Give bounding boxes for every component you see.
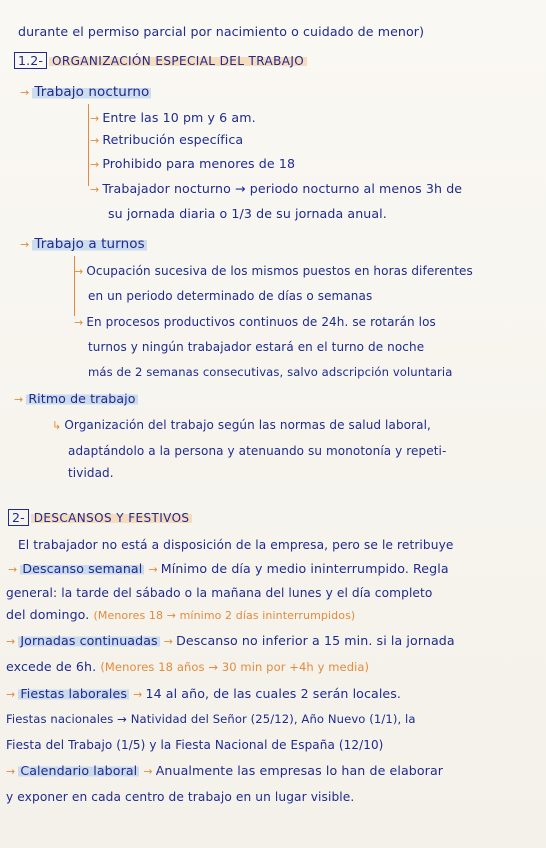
arrow-icon: → bbox=[90, 183, 100, 196]
point-retribucion: → Retribución específica bbox=[90, 132, 244, 147]
point-organizacion-trabajo: ↳ Organización del trabajo según las normas de salud laboral, bbox=[52, 418, 431, 432]
arrow-icon: → bbox=[20, 238, 30, 251]
arrow-icon: → bbox=[6, 635, 16, 648]
arrow-icon: → bbox=[20, 86, 30, 99]
point-horario-nocturno: → Entre las 10 pm y 6 am. bbox=[90, 110, 256, 125]
bracket-line bbox=[88, 104, 89, 186]
arrow-icon: → bbox=[74, 265, 84, 278]
heading-section-1-2 bbox=[14, 53, 307, 69]
topic-title: Ritmo de trabajo bbox=[28, 391, 136, 406]
heading-number: 2- bbox=[8, 509, 29, 526]
jornadas-continuadas: → Jornadas continuadas → Descanso no inferior a 15 min. si la jornada bbox=[6, 633, 455, 648]
topic-trabajo-turnos bbox=[20, 236, 147, 253]
note-menores: (Menores 18 → mínimo 2 días ininterrumpidos) bbox=[93, 609, 356, 622]
descanso-semanal-cont2: del domingo. (Menores 18 → mínimo 2 días ininterrumpidos) bbox=[6, 607, 356, 622]
arrow-icon: → bbox=[90, 112, 100, 125]
calendario-laboral: → Calendario laboral → Anualmente las empresas lo han de elaborar bbox=[6, 763, 444, 778]
point-organizacion-trabajo-cont2: tividad. bbox=[68, 466, 114, 480]
point-trabajador-nocturno: → Trabajador nocturno → periodo nocturno al menos 3h de bbox=[90, 181, 463, 196]
point-procesos-continuos: → En procesos productivos continuos de 24h. se rotarán los bbox=[74, 315, 436, 329]
term-label: Calendario laboral bbox=[20, 763, 138, 778]
descanso-semanal: → Descanso semanal → Mínimo de día y medio ininterrumpido. Regla bbox=[8, 561, 449, 576]
arrow-icon: → bbox=[14, 393, 24, 406]
point-procesos-continuos-cont2: más de 2 semanas consecutivas, salvo adscripción voluntaria bbox=[88, 365, 453, 379]
calendario-laboral-cont: y exponer en cada centro de trabajo en un lugar visible. bbox=[6, 790, 355, 804]
arrow-icon: → bbox=[6, 688, 16, 701]
text-line-continuation: durante el permiso parcial por nacimiento o cuidado de menor) bbox=[18, 24, 425, 39]
point-procesos-continuos-cont: turnos y ningún trabajador estará en el turno de noche bbox=[88, 340, 425, 354]
note-menores: (Menores 18 años → 30 min por +4h y media) bbox=[100, 660, 370, 674]
arrow-icon: → bbox=[163, 635, 174, 648]
heading-title: ORGANIZACIÓN ESPECIAL DEL TRABAJO bbox=[49, 54, 307, 68]
arrow-icon: → bbox=[148, 563, 158, 576]
fiestas-nacionales: Fiestas nacionales → Natividad del Señor (25/12), Año Nuevo (1/1), la bbox=[6, 712, 416, 726]
arrow-icon: → bbox=[8, 563, 18, 576]
heading-section-2 bbox=[8, 510, 192, 526]
arrow-icon: → bbox=[133, 688, 143, 701]
point-prohibido-menores: → Prohibido para menores de 18 bbox=[90, 156, 296, 171]
topic-title: Trabajo a turnos bbox=[34, 236, 145, 252]
arrow-icon: → bbox=[90, 158, 100, 171]
topic-title: Trabajo nocturno bbox=[34, 84, 150, 100]
arrow-icon: → bbox=[74, 316, 84, 329]
topic-trabajo-nocturno bbox=[20, 84, 151, 101]
term-label: Jornadas continuadas bbox=[20, 633, 158, 648]
arrow-icon: → bbox=[6, 765, 16, 778]
point-ocupacion-sucesiva: → Ocupación sucesiva de los mismos puestos en horas diferentes bbox=[74, 264, 473, 278]
hook-arrow-icon: ↳ bbox=[52, 419, 62, 432]
term-label: Fiestas laborales bbox=[20, 686, 128, 701]
jornadas-continuadas-cont: excede de 6h. (Menores 18 años → 30 min por +4h y media) bbox=[6, 659, 370, 674]
fiestas-nacionales-cont: Fiesta del Trabajo (1/5) y la Fiesta Nacional de España (12/10) bbox=[6, 738, 384, 752]
point-trabajador-nocturno-cont: su jornada diaria o 1/3 de su jornada anual. bbox=[108, 206, 387, 221]
descanso-semanal-cont: general: la tarde del sábado o la mañana del lunes y el día completo bbox=[6, 586, 433, 600]
point-ocupacion-sucesiva-cont: en un periodo determinado de días o semanas bbox=[88, 289, 373, 303]
heading-title: DESCANSOS Y FESTIVOS bbox=[31, 511, 193, 525]
heading-number: 1.2- bbox=[14, 52, 47, 69]
arrow-icon: → bbox=[90, 134, 100, 147]
fiestas-laborales: → Fiestas laborales → 14 al año, de las cuales 2 serán locales. bbox=[6, 686, 402, 701]
arrow-icon: → bbox=[143, 765, 153, 778]
point-organizacion-trabajo-cont: adaptándolo a la persona y atenuando su monotonía y repeti- bbox=[68, 444, 447, 458]
topic-ritmo-trabajo bbox=[14, 391, 138, 408]
term-label: Descanso semanal bbox=[22, 561, 143, 576]
descansos-intro: El trabajador no está a disposición de la empresa, pero se le retribuye bbox=[18, 538, 454, 552]
